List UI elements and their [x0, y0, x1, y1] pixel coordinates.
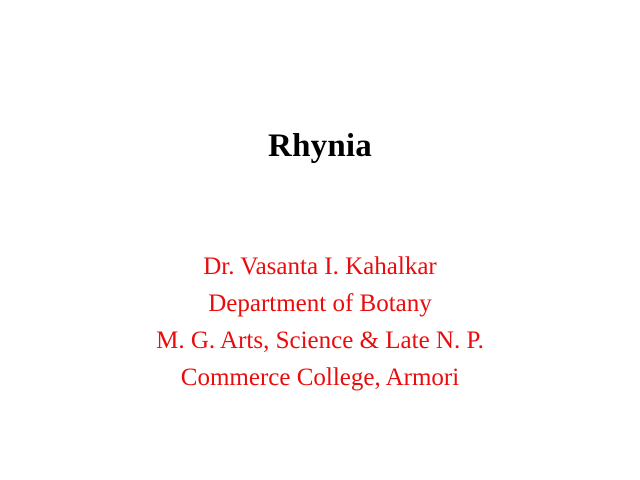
subtitle-line-department: Department of Botany [208, 290, 432, 317]
subtitle-line-presenter: Dr. Vasanta I. Kahalkar [203, 253, 437, 280]
page-title: Rhynia [268, 128, 372, 164]
subtitle-line-institution-2: Commerce College, Armori [180, 364, 460, 391]
subtitle-line-institution-1: M. G. Arts, Science & Late N. P. [156, 327, 484, 354]
slide-subtitle [60, 248, 580, 396]
